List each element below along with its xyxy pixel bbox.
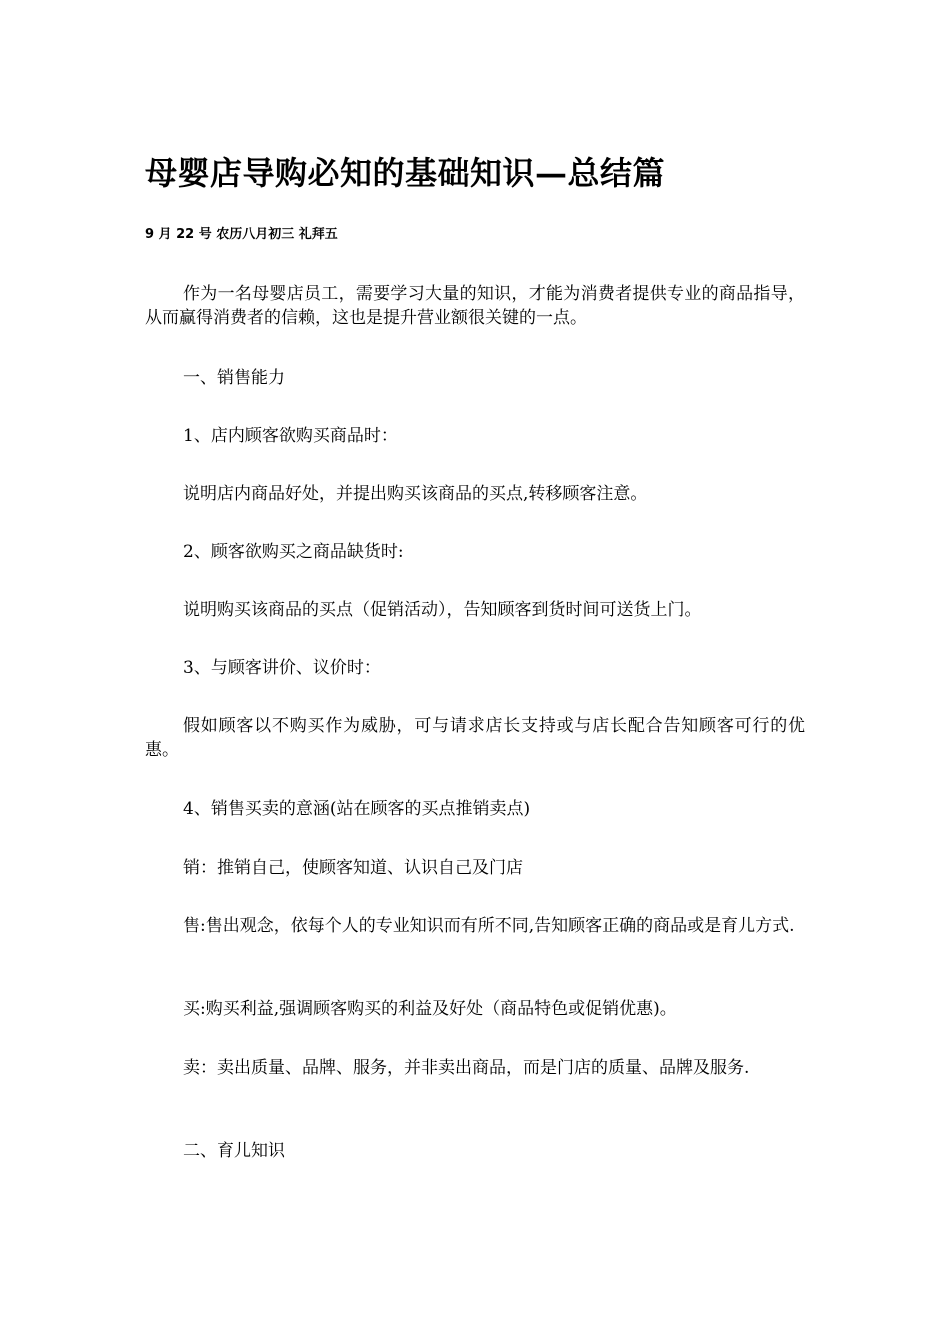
item-body-shou: 售:售出观念，依每个人的专业知识而有所不同,告知顾客正确的商品或是育儿方式. (183, 916, 795, 936)
item-heading-4: 4、销售买卖的意涵(站在顾客的买点推销卖点) (183, 799, 531, 819)
item-heading-1: 1、店内顾客欲购买商品时： (183, 426, 398, 446)
item-body-3: 假如顾客以不购买作为威胁，可与请求店长支持或与店长配合告知顾客可行的优惠。 (145, 716, 805, 760)
item-body-mai-buy: 买:购买利益,强调顾客购买的利益及好处（商品特色或促销优惠)。 (183, 999, 677, 1019)
item-heading-3: 3、与顾客讲价、议价时： (183, 658, 381, 678)
section-heading-sales: 一、销售能力 (183, 368, 285, 388)
section-heading-parenting: 二、育儿知识 (183, 1141, 285, 1161)
item-body-2: 说明购买该商品的买点（促销活动），告知顾客到货时间可送货上门。 (183, 600, 702, 620)
date-line: 9 月 22 号 农历八月初三 礼拜五 (145, 227, 338, 242)
item-body-mai-sell: 卖：卖出质量、品牌、服务，并非卖出商品，而是门店的质量、品牌及服务. (183, 1058, 750, 1078)
item-body-1: 说明店内商品好处，并提出购买该商品的买点,转移顾客注意。 (183, 484, 648, 504)
item-heading-2: 2、顾客欲购买之商品缺货时: (183, 542, 404, 562)
item-body-xiao: 销：推销自己，使顾客知道、认识自己及门店 (183, 858, 523, 878)
intro-paragraph: 作为一名母婴店员工，需要学习大量的知识，才能为消费者提供专业的商品指导，从而赢得消费者的信赖，这也是提升营业额很关键的一点。 (145, 284, 805, 328)
document-title: 母婴店导购必知的基础知识—总结篇 (145, 154, 666, 192)
